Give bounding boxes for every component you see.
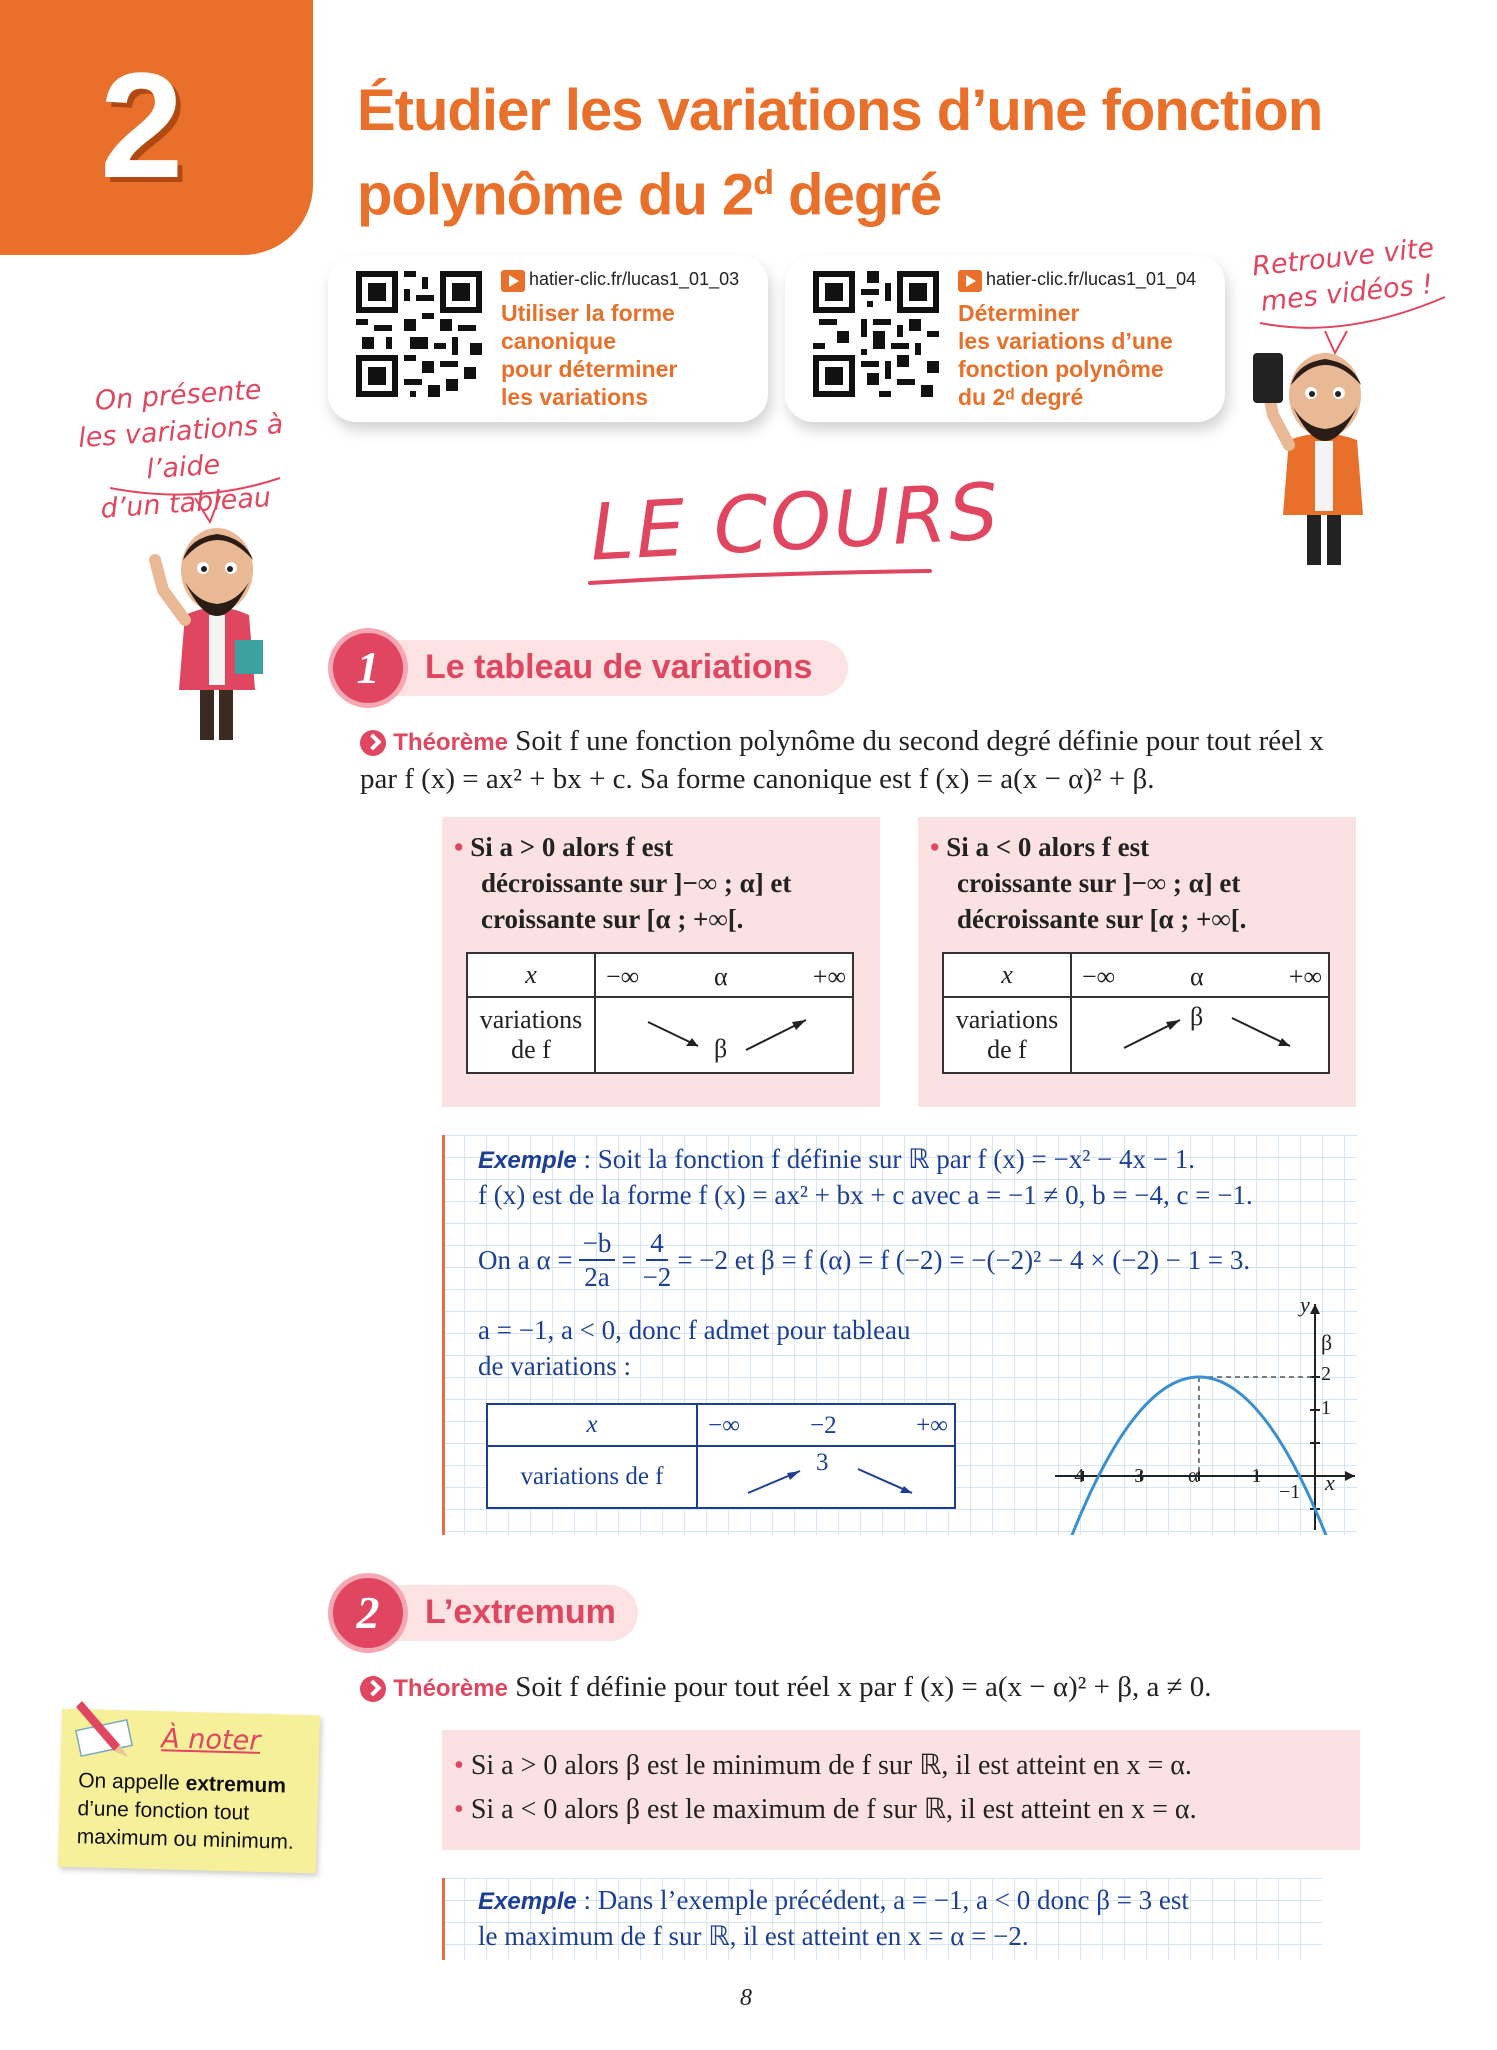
x-tick-label: −3 [1123, 1465, 1145, 1487]
y-tick-label: β [1321, 1330, 1333, 1355]
theorem-text: Soit f une fonction polynôme du second degré définie pour tout réel x [515, 725, 1324, 757]
extremum-box: • Si a > 0 alors β est le minimum de f sur ℝ, il est atteint en x = α. • Si a < 0 alors β est le maximum de f sur ℝ, il est atteint en x = α. [442, 1730, 1360, 1850]
note-text: On appelle extremum d’une fonction tout maximum ou minimum. [76, 1769, 295, 1854]
y-tick-label: 2 [1321, 1363, 1331, 1385]
theorem-text: Soit f définie pour tout réel x par f (x) = a(x − α)² + β, a ≠ 0. [515, 1671, 1212, 1703]
page-number: 8 [740, 1985, 752, 2011]
fraction: $\frac{4}{-2}$ [642, 1228, 672, 1292]
case-a-positive: • Si a > 0 alors f est décroissante sur ]−∞ ; α] et croissante sur [α ; +∞[. x −∞ α +∞ variations de f β [442, 817, 880, 1107]
y-axis-label: y [1300, 1300, 1310, 1317]
teacher-illustration-right [1245, 345, 1405, 575]
parabola-curve [1071, 1377, 1326, 1535]
speech-bubble-left: On présente les variations à l’aide d’un tableau [77, 374, 285, 525]
fraction: $\frac{-b}{2a}$ [579, 1227, 616, 1293]
theorem-text: par f (x) = ax² + bx + c. Sa forme canonique est f (x) = a(x − α)² + β. [360, 763, 1155, 795]
section-2-number: 2 [333, 1578, 403, 1648]
section-1-number: 1 [333, 633, 403, 703]
chevron-right-icon [360, 730, 386, 756]
page-title: Étudier les variations d’une fonction polynôme du 2$^d$ degré [357, 78, 1323, 228]
theorem-label: Théorème [393, 1675, 508, 1702]
theorem-label: Théorème [393, 729, 508, 756]
example-label: Exemple [478, 1888, 577, 1915]
section-1-title: Le tableau de variations [425, 648, 813, 686]
chevron-right-icon [360, 1676, 386, 1702]
note-title: À noter [160, 1723, 261, 1757]
video-url[interactable]: hatier-clic.fr/lucas1_01_04 [986, 269, 1197, 289]
variation-table: x −∞ α +∞ variations de f β [942, 952, 1330, 1074]
case-a-negative: • Si a < 0 alors f est croissante sur ]−∞ ; α] et décroissante sur [α ; +∞[. x −∞ α +∞ variations de f β [918, 817, 1356, 1107]
theorem-2 [360, 1668, 1212, 1706]
variation-table: x −∞ α +∞ variations de f β [466, 952, 854, 1074]
cours-underline-icon [585, 565, 935, 595]
x-tick-label: −1 [1240, 1465, 1262, 1487]
video-card-1[interactable] [328, 255, 768, 422]
example-2: Exemple : Dans l’exemple précédent, a = −1, a < 0 donc β = 3 est le maximum de f sur ℝ, il est atteint en x = α = −2. [442, 1878, 1322, 1960]
example-label: Exemple [478, 1147, 577, 1174]
video-title[interactable]: Utiliser la forme canonique pour déterminer les variations [501, 300, 678, 410]
play-icon[interactable] [958, 270, 982, 292]
video-title[interactable]: Déterminer les variations d’une fonction polynôme du 2ᵈ degré [958, 300, 1173, 410]
theorem-1 [360, 722, 1360, 798]
section-2-title: L’extremum [425, 1593, 616, 1631]
video-url[interactable]: hatier-clic.fr/lucas1_01_03 [529, 269, 740, 289]
x-tick-label: −4 [1063, 1465, 1085, 1487]
parabola-chart [1055, 1300, 1365, 1535]
cours-title: LE COURS [587, 467, 1003, 579]
teacher-illustration-left [145, 520, 285, 750]
chapter-number: 2 [100, 41, 184, 209]
video-card-2[interactable] [785, 255, 1225, 422]
y-tick-label: −1 [1279, 1481, 1301, 1503]
qr-code-icon[interactable] [356, 271, 482, 397]
play-icon[interactable] [501, 270, 525, 292]
example-1: Exemple : Soit la fonction f définie sur ℝ par f (x) = −x² − 4x − 1. f (x) est de la forme f (x) = ax² + bx + c avec a = −1 ≠ 0, b = −4, c = −1. On a α = $\frac{-b}{2a}$ = $\frac{4}{-2}$ = −2 et β = f (α) = f (−2) = −(−2)² − 4 × (−2) − 1 = 3. a = −1, a < 0, donc f admet pour tableau de variations : x −∞ −2 +∞ variations de f 3 [442, 1135, 1357, 1535]
x-tick-label: α [1188, 1465, 1199, 1487]
example-variation-table: x −∞ −2 +∞ variations de f 3 [486, 1403, 956, 1509]
speech-bubble-right: Retrouve vite mes vidéos ! [1250, 232, 1436, 318]
y-tick-label: 1 [1321, 1397, 1331, 1419]
x-axis-label: x [1325, 1470, 1335, 1495]
pencil-icon [72, 1695, 152, 1765]
qr-code-icon[interactable] [813, 271, 939, 397]
